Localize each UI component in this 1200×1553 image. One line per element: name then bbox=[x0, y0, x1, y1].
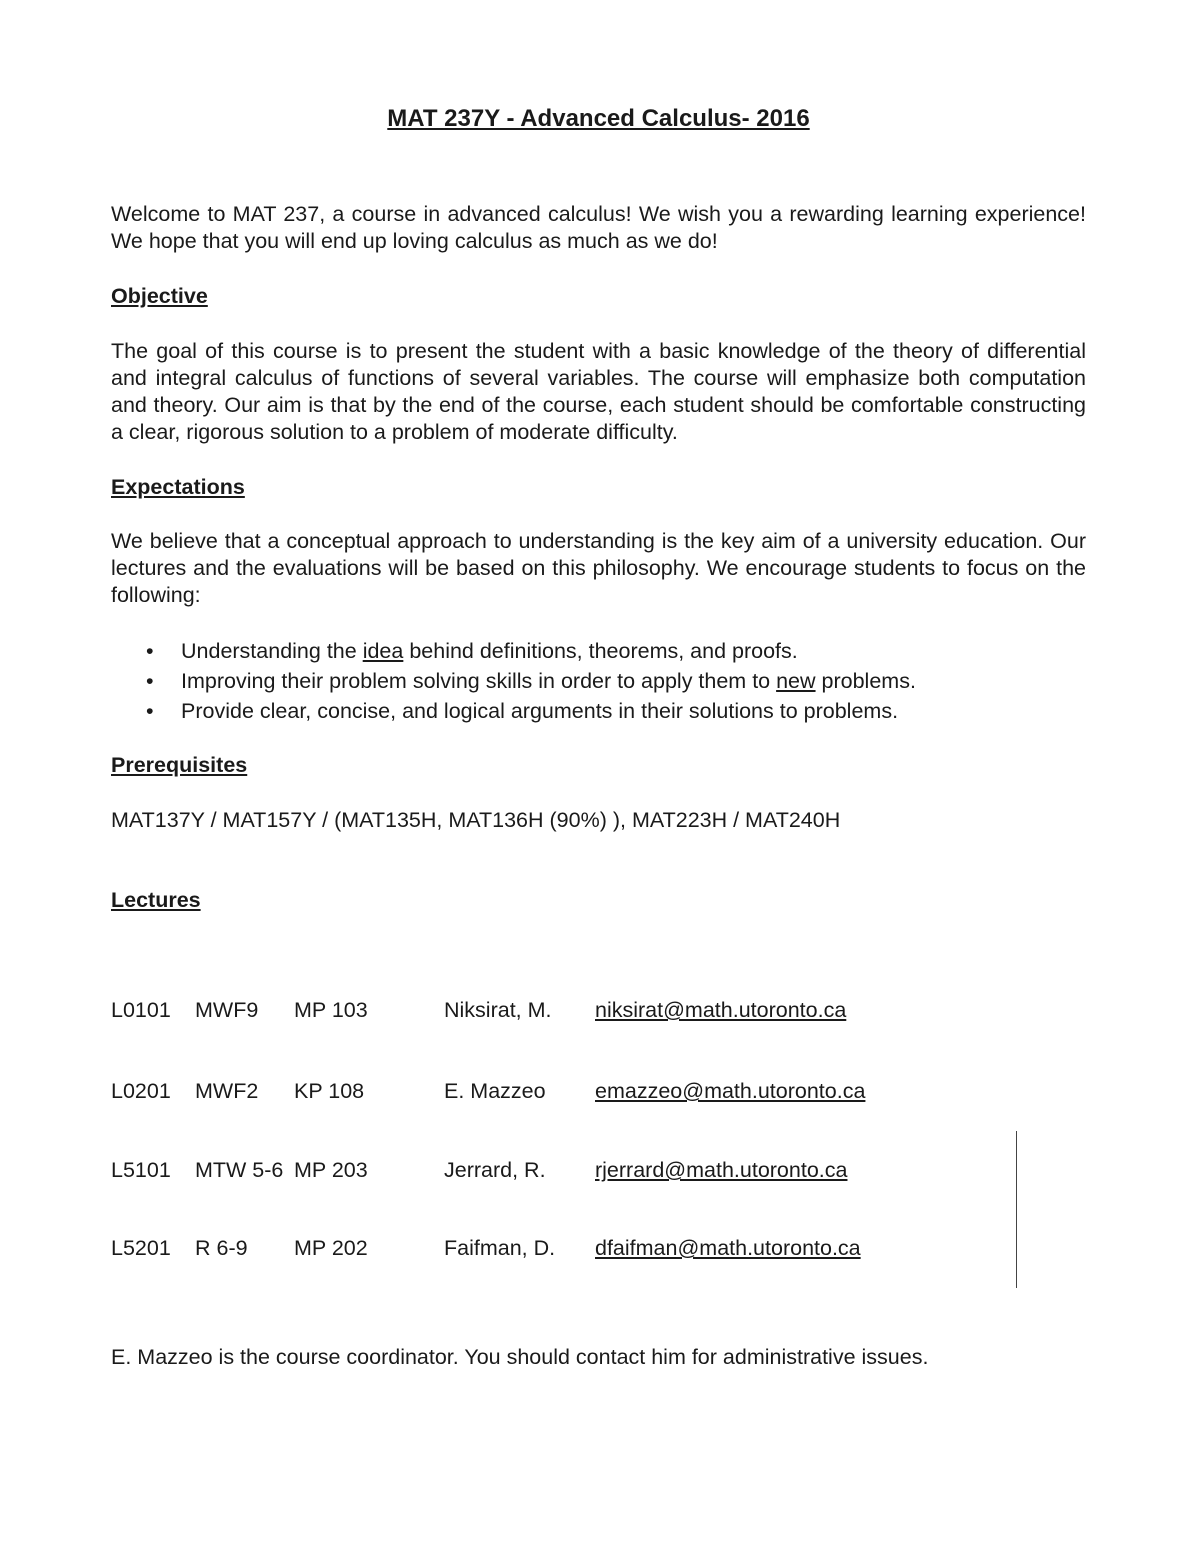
lecture-section: L5101 bbox=[111, 1158, 171, 1182]
lecture-time: MWF2 bbox=[195, 1079, 259, 1103]
lecture-room: MP 103 bbox=[294, 998, 368, 1022]
lecture-instructor: Niksirat, M. bbox=[444, 998, 552, 1022]
bullet-icon: • bbox=[146, 669, 154, 693]
lecture-time: MTW 5-6 bbox=[195, 1158, 284, 1182]
lecture-section: L0201 bbox=[111, 1079, 171, 1103]
lecture-row bbox=[111, 1078, 1086, 1105]
coordinator-note: E. Mazzeo is the course coordinator. You should contact him for administrative issues. bbox=[111, 1345, 929, 1369]
lecture-row bbox=[111, 1235, 1086, 1262]
instructor-email-link[interactable]: dfaifman@math.utoronto.ca bbox=[595, 1236, 861, 1260]
lecture-room: MP 203 bbox=[294, 1158, 368, 1182]
list-item bbox=[111, 696, 1086, 726]
objective-heading: Objective bbox=[111, 284, 208, 308]
expectations-heading: Expectations bbox=[111, 475, 245, 499]
lecture-section: L0101 bbox=[111, 998, 171, 1022]
bullet-text: Understanding the bbox=[181, 639, 363, 663]
bullet-text: Improving their problem solving skills in order to apply them to bbox=[181, 669, 777, 693]
lecture-instructor: E. Mazzeo bbox=[444, 1079, 546, 1103]
bullet-text: problems. bbox=[815, 669, 916, 693]
document-title: MAT 237Y - Advanced Calculus- 2016 bbox=[387, 105, 810, 132]
instructor-email-link[interactable]: niksirat@math.utoronto.ca bbox=[595, 998, 847, 1022]
lecture-instructor: Faifman, D. bbox=[444, 1236, 556, 1260]
syllabus-page bbox=[111, 0, 1086, 1553]
expectations-bullet-list bbox=[111, 636, 1086, 726]
lecture-row bbox=[111, 997, 1086, 1024]
lecture-room: KP 108 bbox=[294, 1079, 365, 1103]
expectations-paragraph: We believe that a conceptual approach to understanding is the key aim of a university education. Our lectures and the evaluations will be based on this philosophy. We encourage students to focus on the following: bbox=[111, 529, 1086, 607]
bullet-text: Provide clear, concise, and logical arguments in their solutions to problems. bbox=[181, 699, 899, 723]
bullet-underlined-text: idea bbox=[362, 639, 404, 663]
lecture-instructor: Jerrard, R. bbox=[444, 1158, 546, 1182]
list-item bbox=[111, 636, 1086, 666]
margin-vertical-line bbox=[1016, 1131, 1017, 1288]
objective-paragraph: The goal of this course is to present the student with a basic knowledge of the theory of differential and integral calculus of functions of several variables. The course will emphasize both computation and theory. Our aim is that by the end of the course, each student should be comfortable constructing a clear, rigorous solution to a problem of moderate difficulty. bbox=[111, 339, 1086, 444]
list-item bbox=[111, 666, 1086, 696]
prerequisites-text: MAT137Y / MAT157Y / (MAT135H, MAT136H (90%) ), MAT223H / MAT240H bbox=[111, 808, 841, 832]
bullet-icon: • bbox=[146, 639, 154, 663]
prerequisites-heading: Prerequisites bbox=[111, 753, 248, 777]
bullet-text: behind definitions, theorems, and proofs. bbox=[403, 639, 798, 663]
lecture-time: MWF9 bbox=[195, 998, 259, 1022]
bullet-icon: • bbox=[146, 699, 154, 723]
bullet-underlined-text: new bbox=[776, 669, 816, 693]
lecture-section: L5201 bbox=[111, 1236, 171, 1260]
instructor-email-link[interactable]: rjerrard@math.utoronto.ca bbox=[595, 1158, 848, 1182]
instructor-email-link[interactable]: emazzeo@math.utoronto.ca bbox=[595, 1079, 866, 1103]
lecture-room: MP 202 bbox=[294, 1236, 368, 1260]
lecture-time: R 6-9 bbox=[195, 1236, 248, 1260]
lecture-row bbox=[111, 1157, 1086, 1184]
lectures-heading: Lectures bbox=[111, 888, 201, 912]
welcome-paragraph: Welcome to MAT 237, a course in advanced calculus! We wish you a rewarding learning experience! We hope that you will end up loving calculus as much as we do! bbox=[111, 202, 1086, 253]
